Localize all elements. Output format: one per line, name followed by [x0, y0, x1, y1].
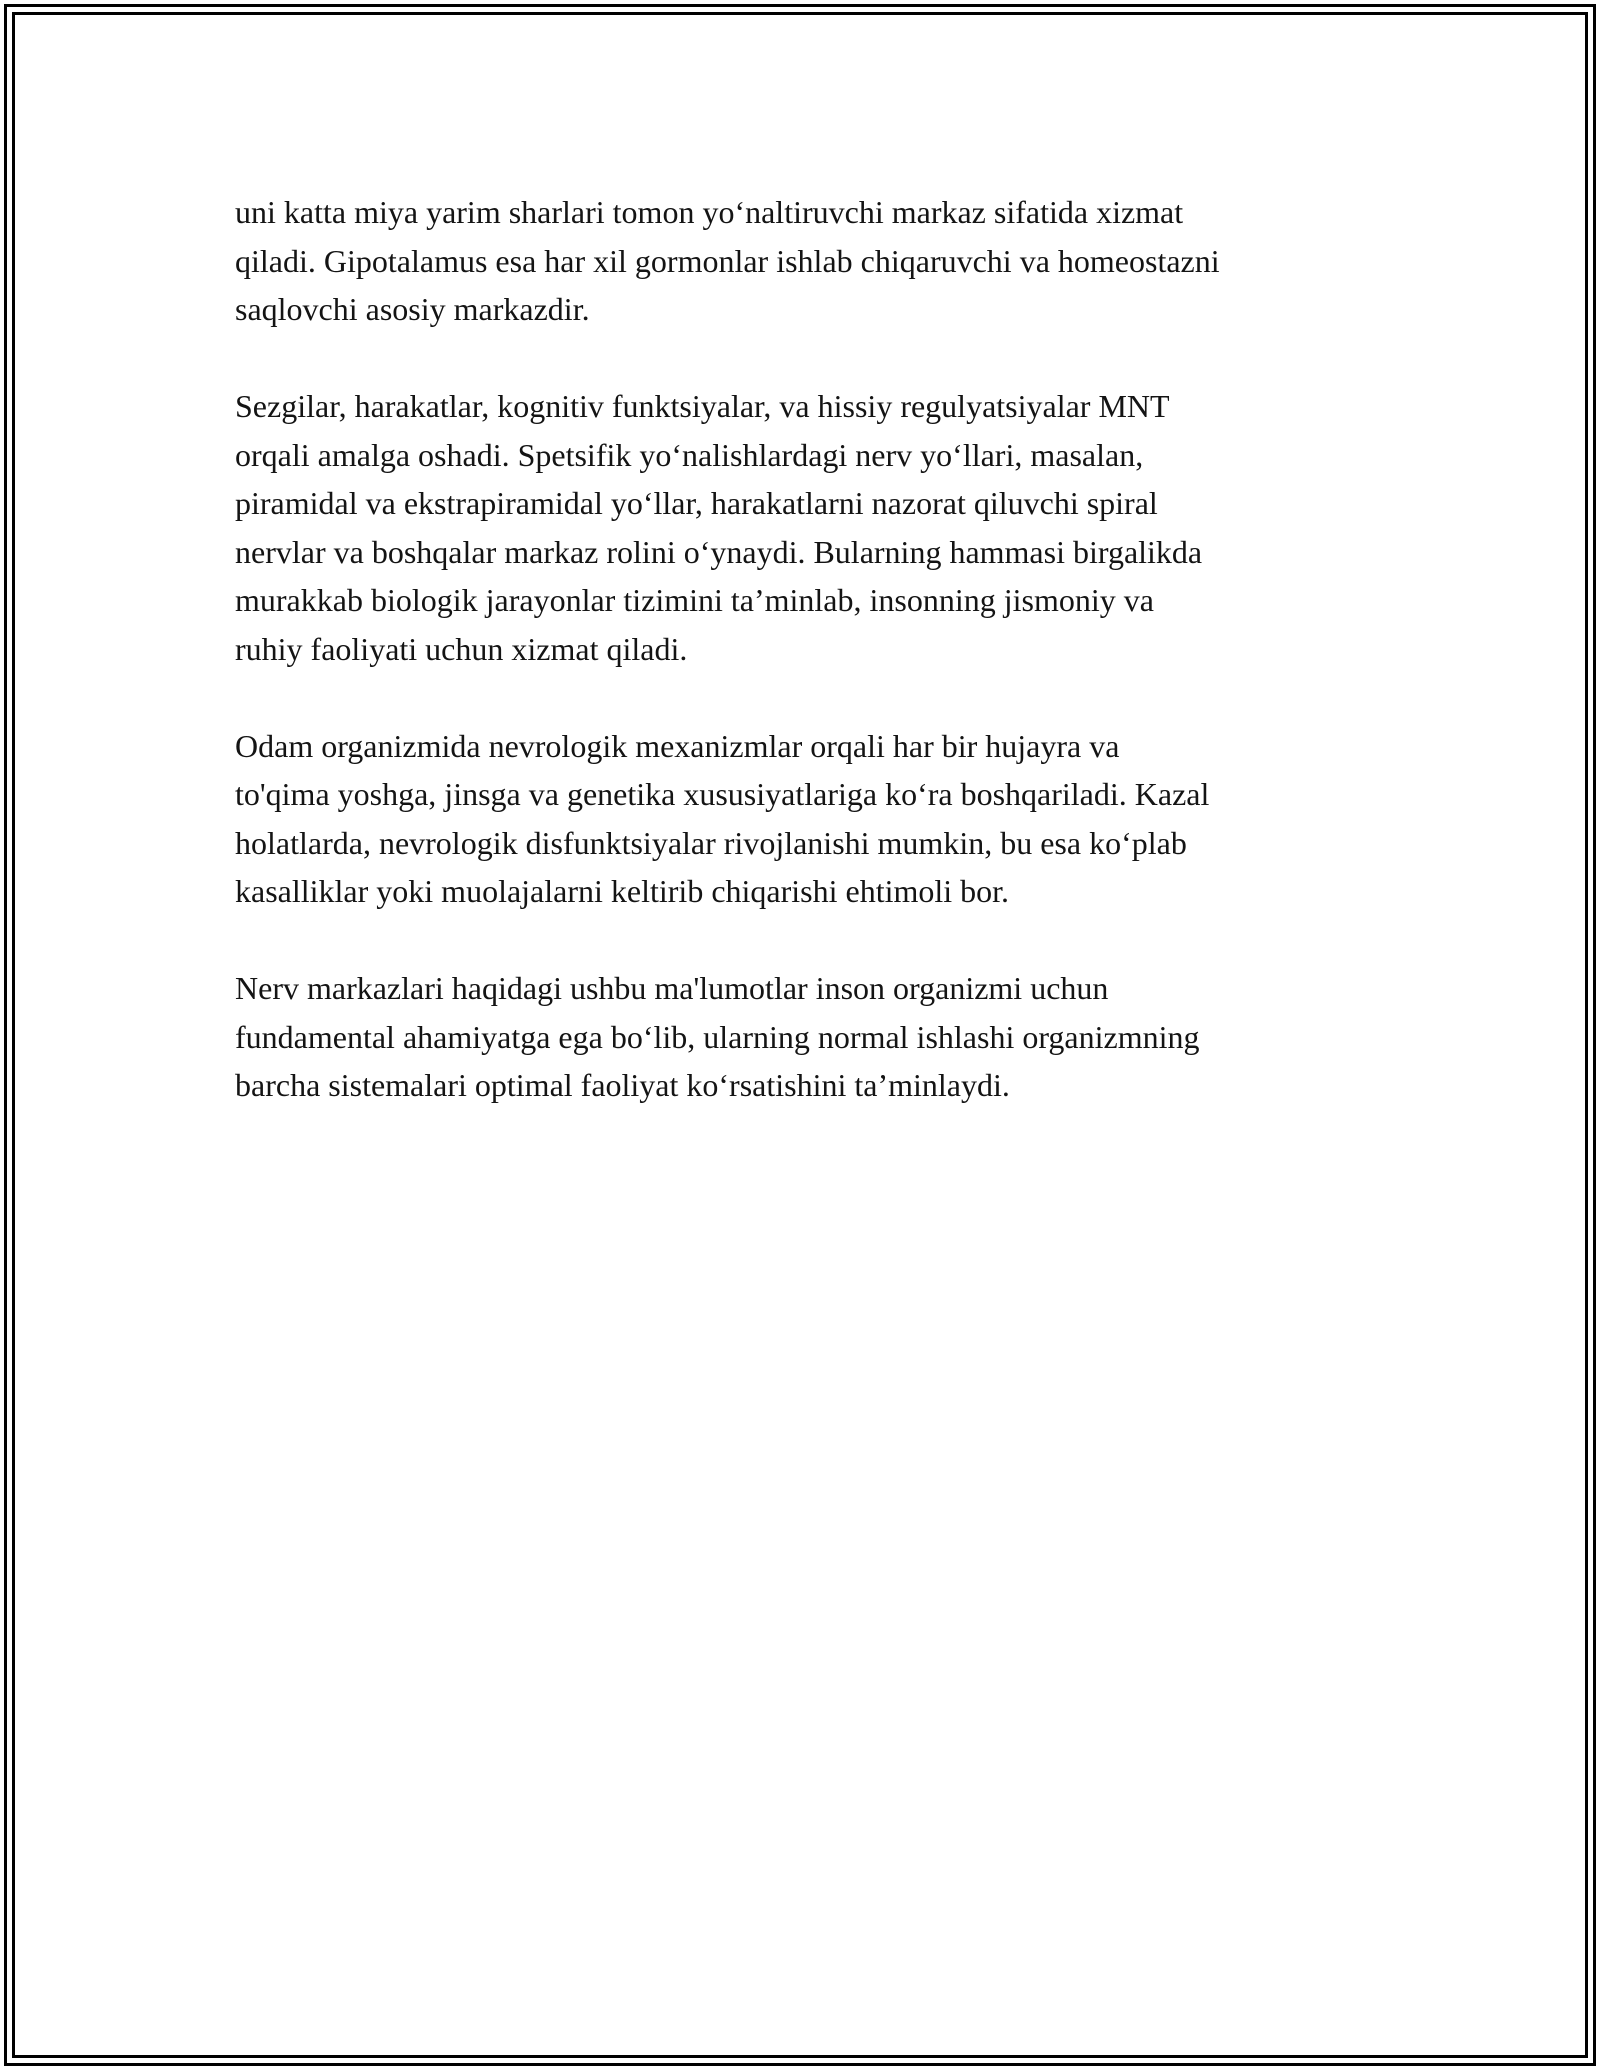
text-line: saqlovchi asosiy markazdir. [235, 291, 590, 327]
text-line: Sezgilar, harakatlar, kognitiv funktsiyalar, va hissiy regulyatsiyalar MNT [235, 388, 1170, 424]
paragraph [235, 382, 1375, 673]
text-line: ruhiy faoliyati uchun xizmat qiladi. [235, 630, 688, 667]
paragraph [235, 722, 1375, 916]
text-line: kasalliklar yoki muolajalarni keltirib chiqarishi ehtimoli bor. [235, 873, 1010, 909]
paragraph [235, 964, 1375, 1110]
text-line: nervlar va boshqalar markaz rolini o‘ynaydi. Bularning hammasi birgalikda [235, 533, 1203, 570]
text-line: uni katta miya yarim sharlari tomon yo‘naltiruvchi markaz sifatida xizmat [235, 194, 1184, 230]
text-line: murakkab biologik jarayonlar tizimini ta’minlab, insonning jismoniy va [235, 582, 1154, 618]
text-line: Odam organizmida nevrologik mexanizmlar orqali har bir hujayra va [235, 727, 1120, 764]
text-line: to'qima yoshga, jinsga va genetika xususiyatlariga ko‘ra boshqariladi. Kazal [235, 776, 1210, 812]
text-line: barcha sistemalari optimal faoliyat ko‘rsatishini ta’minlaydi. [235, 1067, 1010, 1103]
text-line: Nerv markazlari haqidagi ushbu ma'lumotlar inson organizmi uchun [235, 970, 1109, 1006]
document-body [235, 188, 1375, 1158]
text-line: piramidal va ekstrapiramidal yo‘llar, harakatlarni nazorat qiluvchi spiral [235, 485, 1158, 521]
text-line: orqali amalga oshadi. Spetsifik yo‘nalishlardagi nerv yo‘llari, masalan, [235, 436, 1144, 473]
text-line: fundamental ahamiyatga ega bo‘lib, ularning normal ishlashi organizmning [235, 1018, 1200, 1055]
text-line: holatlarda, nevrologik disfunktsiyalar rivojlanishi mumkin, bu esa ko‘plab [235, 824, 1187, 861]
paragraph [235, 188, 1375, 334]
text-line: qiladi. Gipotalamus esa har xil gormonlar ishlab chiqaruvchi va homeostazni [235, 242, 1220, 279]
